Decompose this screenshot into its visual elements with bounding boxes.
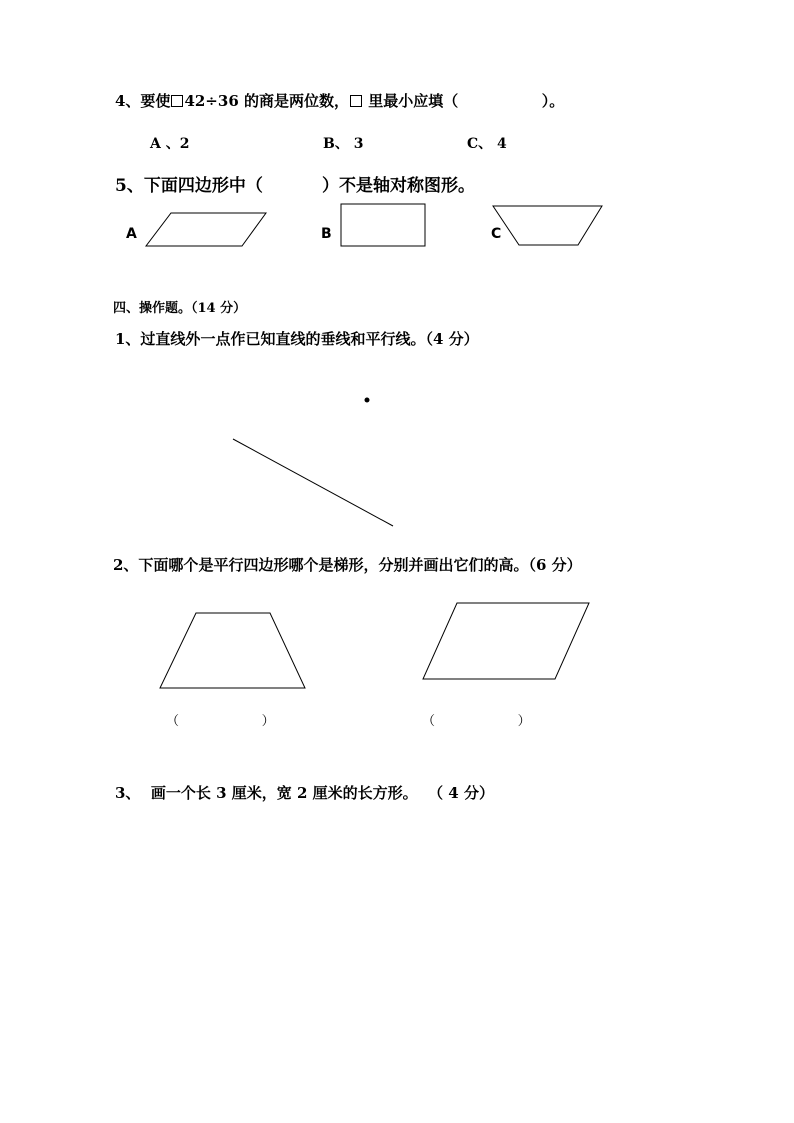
shape-label-b: B: [321, 226, 332, 242]
parallelogram-figure: [423, 603, 589, 679]
answer-blank-trapezoid: （ ）: [166, 714, 275, 729]
question-4-option-a: A 、2: [150, 136, 190, 152]
answer-blank-parallelogram: （ ）: [422, 714, 531, 729]
question-4-prefix: 4、要使: [115, 92, 171, 110]
trapezoid-figure: [160, 613, 305, 688]
rectangle-b: [341, 204, 425, 246]
trapezoid-c: [493, 206, 602, 245]
given-line: [233, 439, 393, 526]
question-4-mid: 42÷36 的商是两位数，: [184, 92, 349, 110]
shape-label-c: C: [491, 226, 502, 242]
section-4-title: 四、操作题。（14 分）: [113, 301, 247, 316]
parallelogram-a: [146, 213, 266, 246]
operation-question-1: 1、过直线外一点作已知直线的垂线和平行线。（4 分）: [115, 330, 479, 348]
question-5: 5、下面四边形中（ ）不是轴对称图形。: [115, 176, 476, 196]
given-point: [365, 398, 370, 403]
question-4-option-b: B、 3: [323, 136, 364, 152]
operation-question-2: 2、下面哪个是平行四边形哪个是梯形，分别并画出它们的高。（6 分）: [113, 556, 582, 574]
shape-label-a: A: [126, 226, 137, 242]
question-4-option-c: C、 4: [467, 136, 507, 152]
question-4-suffix: 里最小应填（ ）。: [362, 92, 565, 110]
operation-question-3: 3、 画一个长 3 厘米，宽 2 厘米的长方形。 （ 4 分）: [115, 784, 494, 802]
